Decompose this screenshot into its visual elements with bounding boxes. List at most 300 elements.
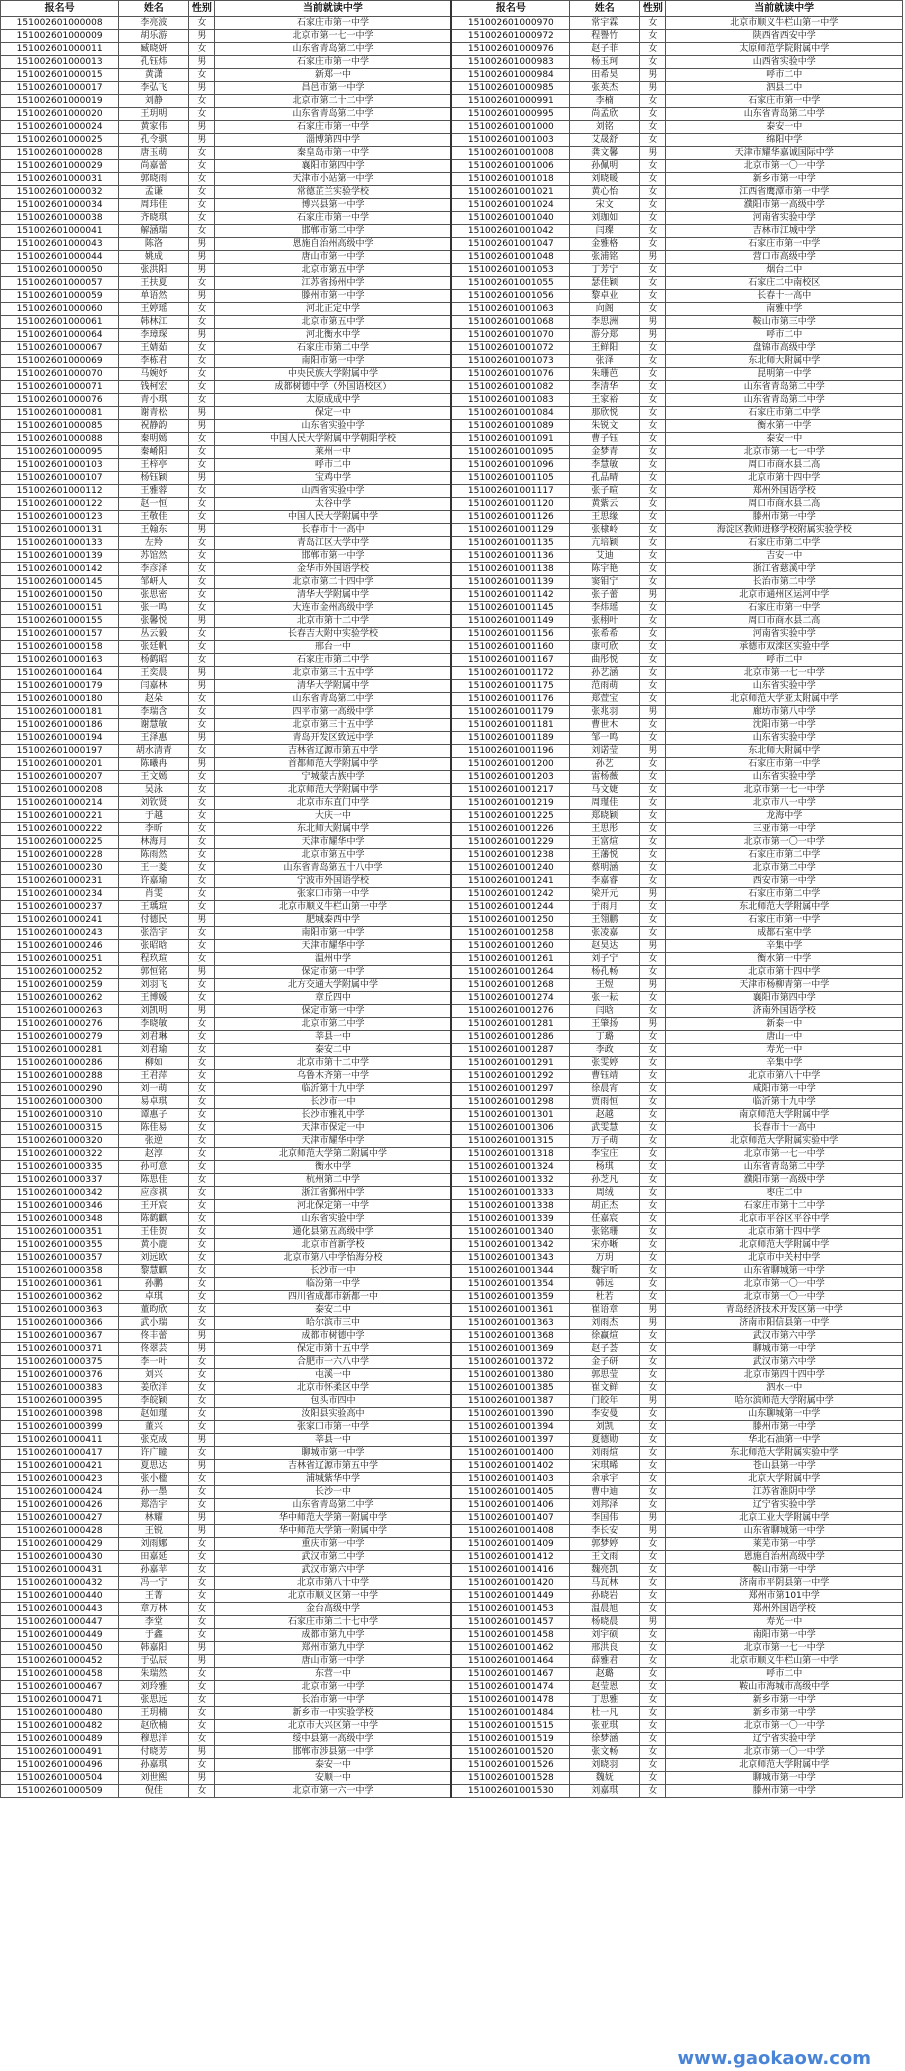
- school-cell: 昆明第一中学: [666, 368, 903, 381]
- gender-cell: 男: [189, 1642, 215, 1655]
- student-name-cell: 倪佳: [119, 1785, 189, 1798]
- reg-no-cell: 151002601001176: [451, 693, 569, 706]
- gender-cell: 女: [189, 537, 215, 550]
- gender-cell: 男: [640, 251, 666, 264]
- gender-cell: 女: [640, 1187, 666, 1200]
- reg-no-cell: 151002601000038: [1, 212, 119, 225]
- reg-no-cell: 151002601000361: [1, 1278, 119, 1291]
- table-row: [1, 576, 903, 589]
- student-name-cell: 刘玲雅: [119, 1681, 189, 1694]
- reg-no-cell: 151002601001225: [451, 810, 569, 823]
- reg-no-cell: 151002601001397: [451, 1434, 569, 1447]
- school-cell: 山东省实验中学: [666, 771, 903, 784]
- student-name-cell: 魏宇昕: [570, 1265, 640, 1278]
- student-name-cell: 宋亦晰: [570, 1239, 640, 1252]
- student-name-cell: 门皎年: [570, 1395, 640, 1408]
- reg-no-cell: 151002601000440: [1, 1590, 119, 1603]
- school-cell: 武汉市第六中学: [666, 1356, 903, 1369]
- gender-cell: 男: [189, 134, 215, 147]
- student-name-cell: 李清华: [570, 381, 640, 394]
- table-row: [1, 875, 903, 888]
- gender-cell: 女: [189, 277, 215, 290]
- school-cell: 聊城市第一中学: [215, 1447, 452, 1460]
- student-name-cell: 赵欣楠: [119, 1720, 189, 1733]
- school-cell: 武汉市第六中学: [215, 1564, 452, 1577]
- reg-no-cell: 151002601001402: [451, 1460, 569, 1473]
- student-name-cell: 徐赢煊: [570, 1330, 640, 1343]
- school-cell: 北京市第一〇一中学: [666, 1291, 903, 1304]
- gender-cell: 女: [189, 602, 215, 615]
- reg-no-cell: 151002601001519: [451, 1733, 569, 1746]
- student-name-cell: 陈洛: [119, 238, 189, 251]
- gender-cell: 女: [189, 1252, 215, 1265]
- table-row: [1, 1135, 903, 1148]
- gender-cell: 女: [640, 108, 666, 121]
- school-cell: 衡水中学: [215, 1161, 452, 1174]
- student-name-cell: 瑟佳颖: [570, 277, 640, 290]
- reg-no-cell: 151002601001412: [451, 1551, 569, 1564]
- table-row: [1, 1538, 903, 1551]
- header-gender-right: 性别: [640, 1, 666, 17]
- table-row: [1, 810, 903, 823]
- school-cell: 天津市耀华中学: [215, 940, 452, 953]
- gender-cell: 女: [640, 277, 666, 290]
- gender-cell: 女: [189, 1135, 215, 1148]
- student-name-cell: 窦钼宁: [570, 576, 640, 589]
- student-name-cell: 陈鹤麒: [119, 1213, 189, 1226]
- gender-cell: 女: [640, 862, 666, 875]
- gender-cell: 女: [640, 1629, 666, 1642]
- header-school-right: 当前就读中学: [666, 1, 903, 17]
- school-cell: 呼市二中: [215, 459, 452, 472]
- student-name-cell: 柳如: [119, 1057, 189, 1070]
- school-cell: 石家庄市第一中学: [666, 758, 903, 771]
- table-row: [1, 17, 903, 30]
- gender-cell: 女: [189, 355, 215, 368]
- student-name-cell: 丛云毅: [119, 628, 189, 641]
- student-name-cell: 刘晓羽: [570, 1759, 640, 1772]
- table-row: [1, 121, 903, 134]
- reg-no-cell: 151002601000315: [1, 1122, 119, 1135]
- gender-cell: 男: [640, 1512, 666, 1525]
- reg-no-cell: 151002601000043: [1, 238, 119, 251]
- school-cell: 邯郸市第一中学: [215, 550, 452, 563]
- student-name-cell: 韩林江: [119, 316, 189, 329]
- reg-no-cell: 151002601001268: [451, 979, 569, 992]
- school-cell: 山东省实验中学: [215, 1213, 452, 1226]
- student-name-cell: 艾迪: [570, 550, 640, 563]
- school-cell: 西安市第一中学: [666, 875, 903, 888]
- student-name-cell: 邹岍人: [119, 576, 189, 589]
- school-cell: 北京市第一七一中学: [666, 1148, 903, 1161]
- gender-cell: 女: [640, 680, 666, 693]
- student-name-cell: 李楠: [570, 95, 640, 108]
- student-name-cell: 秦崤阳: [119, 446, 189, 459]
- student-name-cell: 王开宸: [119, 1200, 189, 1213]
- reg-no-cell: 151002601001530: [451, 1785, 569, 1798]
- reg-no-cell: 151002601000342: [1, 1187, 119, 1200]
- gender-cell: 女: [640, 836, 666, 849]
- reg-no-cell: 151002601001241: [451, 875, 569, 888]
- gender-cell: 女: [640, 1538, 666, 1551]
- reg-no-cell: 151002601001338: [451, 1200, 569, 1213]
- student-name-cell: 程玖瑄: [119, 953, 189, 966]
- header-name-right: 姓名: [570, 1, 640, 17]
- school-cell: 北京市第十四中学: [666, 472, 903, 485]
- reg-no-cell: 151002601001297: [451, 1083, 569, 1096]
- school-cell: 新乡市一中实验学校: [215, 1707, 452, 1720]
- gender-cell: 女: [640, 1135, 666, 1148]
- gender-cell: 男: [640, 69, 666, 82]
- reg-no-cell: 151002601000348: [1, 1213, 119, 1226]
- student-name-cell: 赵昊达: [570, 940, 640, 953]
- reg-no-cell: 151002601001387: [451, 1395, 569, 1408]
- school-cell: 宁波市外国语学校: [215, 875, 452, 888]
- gender-cell: 女: [640, 1564, 666, 1577]
- school-cell: 北京市第一〇一中学: [666, 1746, 903, 1759]
- student-name-cell: 许嘉瑜: [119, 875, 189, 888]
- gender-cell: 女: [640, 1122, 666, 1135]
- school-cell: 唐山市第一中学: [215, 251, 452, 264]
- student-name-cell: 艾晟舒: [570, 134, 640, 147]
- gender-cell: 女: [189, 1239, 215, 1252]
- reg-no-cell: 151002601000310: [1, 1109, 119, 1122]
- student-name-cell: 张小楹: [119, 1473, 189, 1486]
- gender-cell: 女: [640, 1499, 666, 1512]
- reg-no-cell: 151002601001219: [451, 797, 569, 810]
- gender-cell: 女: [189, 1083, 215, 1096]
- reg-no-cell: 151002601000970: [451, 17, 569, 30]
- gender-cell: 女: [640, 1343, 666, 1356]
- gender-cell: 女: [640, 1148, 666, 1161]
- school-cell: 北京市顺义牛栏山第一中学: [215, 901, 452, 914]
- table-row: [1, 56, 903, 69]
- reg-no-cell: 151002601000029: [1, 160, 119, 173]
- school-cell: 襄阳市第四中学: [666, 992, 903, 1005]
- student-name-cell: 王煜: [570, 979, 640, 992]
- table-row: [1, 1291, 903, 1304]
- reg-no-cell: 151002601001082: [451, 381, 569, 394]
- table-row: [1, 30, 903, 43]
- student-name-cell: 郭晓雨: [119, 173, 189, 186]
- gender-cell: 女: [640, 394, 666, 407]
- school-cell: 石家庄市第一中学: [666, 95, 903, 108]
- gender-cell: 女: [189, 901, 215, 914]
- reg-no-cell: 151002601001175: [451, 680, 569, 693]
- school-cell: 北京市第四十四中学: [666, 1369, 903, 1382]
- reg-no-cell: 151002601001403: [451, 1473, 569, 1486]
- table-row: [1, 212, 903, 225]
- gender-cell: 女: [640, 849, 666, 862]
- reg-no-cell: 151002601001369: [451, 1343, 569, 1356]
- school-cell: 盘锦市高级中学: [666, 342, 903, 355]
- reg-no-cell: 151002601000430: [1, 1551, 119, 1564]
- student-name-cell: 谢慧敏: [119, 719, 189, 732]
- school-cell: 鞍山市第一中学: [666, 1564, 903, 1577]
- gender-cell: 女: [640, 1356, 666, 1369]
- school-cell: 北京市通州区运河中学: [666, 589, 903, 602]
- reg-no-cell: 151002601000491: [1, 1746, 119, 1759]
- school-cell: 北京市首新学校: [215, 1239, 452, 1252]
- student-name-cell: 青小琪: [119, 394, 189, 407]
- student-name-cell: 尚孟欣: [570, 108, 640, 121]
- school-cell: 北京市第二十二中学: [215, 95, 452, 108]
- student-name-cell: 李晓敏: [119, 1018, 189, 1031]
- reg-no-cell: 151002601001298: [451, 1096, 569, 1109]
- student-name-cell: 左羚: [119, 537, 189, 550]
- reg-no-cell: 151002601001264: [451, 966, 569, 979]
- reg-no-cell: 151002601001368: [451, 1330, 569, 1343]
- gender-cell: 男: [189, 966, 215, 979]
- reg-no-cell: 151002601001095: [451, 446, 569, 459]
- reg-no-cell: 151002601001053: [451, 264, 569, 277]
- reg-no-cell: 151002601000346: [1, 1200, 119, 1213]
- reg-no-cell: 151002601000983: [451, 56, 569, 69]
- school-cell: 四川省成都市新都一中: [215, 1291, 452, 1304]
- table-header-row: [1, 1, 903, 17]
- reg-no-cell: 151002601001129: [451, 524, 569, 537]
- student-name-cell: 赵璐: [570, 1668, 640, 1681]
- gender-cell: 女: [640, 732, 666, 745]
- gender-cell: 女: [640, 56, 666, 69]
- student-name-cell: 王鲜阳: [570, 342, 640, 355]
- school-cell: 石家庄市第二中学: [215, 654, 452, 667]
- reg-no-cell: 151002601000228: [1, 849, 119, 862]
- school-cell: 山东省实验中学: [666, 680, 903, 693]
- gender-cell: 女: [189, 17, 215, 30]
- student-name-cell: 卓琪: [119, 1291, 189, 1304]
- gender-cell: 女: [189, 1551, 215, 1564]
- student-name-cell: 雷杨薇: [570, 771, 640, 784]
- table-row: [1, 342, 903, 355]
- student-name-cell: 王藩悦: [570, 849, 640, 862]
- school-cell: 临汾第一中学: [215, 1278, 452, 1291]
- student-name-cell: 许广瞳: [119, 1447, 189, 1460]
- student-name-cell: 金子研: [570, 1356, 640, 1369]
- reg-no-cell: 151002601000504: [1, 1772, 119, 1785]
- gender-cell: 女: [640, 875, 666, 888]
- gender-cell: 女: [189, 654, 215, 667]
- reg-no-cell: 151002601000158: [1, 641, 119, 654]
- reg-no-cell: 151002601000424: [1, 1486, 119, 1499]
- student-name-cell: 董昀欣: [119, 1304, 189, 1317]
- reg-no-cell: 151002601001301: [451, 1109, 569, 1122]
- table-row: [1, 537, 903, 550]
- student-name-cell: 胡乐游: [119, 30, 189, 43]
- school-cell: 石家庄市第二中学: [666, 849, 903, 862]
- table-row: [1, 1304, 903, 1317]
- gender-cell: 男: [189, 1330, 215, 1343]
- gender-cell: 女: [640, 563, 666, 576]
- student-name-cell: 臧晓妍: [119, 43, 189, 56]
- student-name-cell: 朱珊芭: [570, 368, 640, 381]
- table-row: [1, 290, 903, 303]
- school-cell: 宝鸡中学: [215, 472, 452, 485]
- table-row: [1, 1278, 903, 1291]
- student-name-cell: 赵朵: [119, 693, 189, 706]
- gender-cell: 男: [189, 329, 215, 342]
- school-cell: 济南外国语学校: [666, 1005, 903, 1018]
- student-name-cell: 张思远: [119, 1694, 189, 1707]
- reg-no-cell: 151002601000237: [1, 901, 119, 914]
- table-row: [1, 914, 903, 927]
- school-cell: 山西省实验中学: [666, 56, 903, 69]
- school-cell: 濮阳市第一高级中学: [666, 199, 903, 212]
- gender-cell: 女: [189, 1187, 215, 1200]
- reg-no-cell: 151002601000024: [1, 121, 119, 134]
- table-row: [1, 1122, 903, 1135]
- student-name-cell: 夏思达: [119, 1460, 189, 1473]
- table-row: [1, 771, 903, 784]
- school-cell: 承德市双滦区实验中学: [666, 641, 903, 654]
- school-cell: 长春吉大附中实验学校: [215, 628, 452, 641]
- student-name-cell: 魏妩: [570, 1772, 640, 1785]
- gender-cell: 女: [189, 1603, 215, 1616]
- table-row: [1, 602, 903, 615]
- student-name-cell: 陈雨然: [119, 849, 189, 862]
- school-cell: 襄阳市第四中学: [215, 160, 452, 173]
- reg-no-cell: 151002601000262: [1, 992, 119, 1005]
- gender-cell: 男: [189, 251, 215, 264]
- reg-no-cell: 151002601000496: [1, 1759, 119, 1772]
- student-name-cell: 郑萱宝: [570, 693, 640, 706]
- gender-cell: 女: [189, 1408, 215, 1421]
- student-name-cell: 杜若: [570, 1291, 640, 1304]
- table-row: [1, 355, 903, 368]
- school-cell: 滕州市第一中学: [666, 1785, 903, 1798]
- school-cell: 首都师范大学附属中学: [215, 758, 452, 771]
- student-name-cell: 胡正杰: [570, 1200, 640, 1213]
- student-name-cell: 李一叶: [119, 1356, 189, 1369]
- student-name-cell: 金雅格: [570, 238, 640, 251]
- student-name-cell: 李嘉睿: [570, 875, 640, 888]
- student-name-cell: 郑晓颖: [570, 810, 640, 823]
- gender-cell: 女: [640, 758, 666, 771]
- table-row: [1, 1369, 903, 1382]
- school-cell: 北京市大兴区第一中学: [215, 1720, 452, 1733]
- reg-no-cell: 151002601000150: [1, 589, 119, 602]
- reg-no-cell: 151002601001286: [451, 1031, 569, 1044]
- school-cell: 石家庄市第一中学: [666, 602, 903, 615]
- gender-cell: 女: [189, 784, 215, 797]
- school-cell: 营口市高级中学: [666, 251, 903, 264]
- reg-no-cell: 151002601001281: [451, 1018, 569, 1031]
- school-cell: 天津市耀华中学: [215, 836, 452, 849]
- table-row: [1, 1785, 903, 1798]
- reg-no-cell: 151002601000164: [1, 667, 119, 680]
- student-name-cell: 李栋君: [119, 355, 189, 368]
- school-cell: 温州中学: [215, 953, 452, 966]
- reg-no-cell: 151002601000337: [1, 1174, 119, 1187]
- reg-no-cell: 151002601001408: [451, 1525, 569, 1538]
- school-cell: 沈阳市第一中学: [666, 719, 903, 732]
- school-cell: 山东省青岛第二中学: [215, 1499, 452, 1512]
- reg-no-cell: 151002601001332: [451, 1174, 569, 1187]
- reg-no-cell: 151002601000221: [1, 810, 119, 823]
- reg-no-cell: 151002601001363: [451, 1317, 569, 1330]
- student-name-cell: 闫晗: [570, 1005, 640, 1018]
- gender-cell: 女: [189, 1694, 215, 1707]
- student-name-cell: 张子蕾: [570, 589, 640, 602]
- table-row: [1, 134, 903, 147]
- reg-no-cell: 151002601000017: [1, 82, 119, 95]
- gender-cell: 男: [189, 290, 215, 303]
- reg-no-cell: 151002601000376: [1, 1369, 119, 1382]
- reg-no-cell: 151002601001226: [451, 823, 569, 836]
- school-cell: 呼市二中: [666, 654, 903, 667]
- student-name-cell: 杨孔畅: [570, 966, 640, 979]
- gender-cell: 女: [189, 485, 215, 498]
- school-cell: 北京市第一〇一中学: [666, 1720, 903, 1733]
- school-cell: 肥城泰西中学: [215, 914, 452, 927]
- school-cell: 长沙一中: [215, 1486, 452, 1499]
- gender-cell: 女: [640, 225, 666, 238]
- student-name-cell: 马瓦林: [570, 1577, 640, 1590]
- student-name-cell: 王婷瑶: [119, 303, 189, 316]
- gender-cell: 女: [640, 1408, 666, 1421]
- reg-no-cell: 151002601000375: [1, 1356, 119, 1369]
- school-cell: 秦皇岛市第一中学: [215, 147, 452, 160]
- school-cell: 长治市第一中学: [215, 1694, 452, 1707]
- school-cell: 长春市十一高中: [215, 524, 452, 537]
- reg-no-cell: 151002601001189: [451, 732, 569, 745]
- student-name-cell: 蔡明涵: [570, 862, 640, 875]
- gender-cell: 女: [189, 628, 215, 641]
- student-name-cell: 王婧茹: [119, 342, 189, 355]
- gender-cell: 女: [189, 745, 215, 758]
- school-cell: 莱州一中: [215, 446, 452, 459]
- student-name-cell: 黄心怡: [570, 186, 640, 199]
- school-cell: 聊城市第一中学: [666, 1343, 903, 1356]
- table-row: [1, 1421, 903, 1434]
- reg-no-cell: 151002601001083: [451, 394, 569, 407]
- gender-cell: 女: [189, 1486, 215, 1499]
- school-cell: 吉安一中: [666, 550, 903, 563]
- reg-no-cell: 151002601000034: [1, 199, 119, 212]
- school-cell: 江西省鹰潭市第一中学: [666, 186, 903, 199]
- gender-cell: 女: [189, 1122, 215, 1135]
- gender-cell: 男: [640, 1525, 666, 1538]
- gender-cell: 男: [189, 1655, 215, 1668]
- gender-cell: 女: [640, 1694, 666, 1707]
- gender-cell: 女: [640, 472, 666, 485]
- gender-cell: 女: [640, 693, 666, 706]
- student-name-cell: 丁璐: [570, 1031, 640, 1044]
- student-name-cell: 王雅蓉: [119, 485, 189, 498]
- school-cell: 东北师大附属中学: [215, 823, 452, 836]
- school-cell: 山东省青岛第五十八中学: [215, 862, 452, 875]
- school-cell: 浦城紫华中学: [215, 1473, 452, 1486]
- gender-cell: 女: [640, 459, 666, 472]
- school-cell: 天津市耀华嘉诚国际中学: [666, 147, 903, 160]
- gender-cell: 女: [640, 1226, 666, 1239]
- gender-cell: 女: [640, 1057, 666, 1070]
- school-cell: 北京市第二十四中学: [215, 576, 452, 589]
- table-row: [1, 407, 903, 420]
- reg-no-cell: 151002601001420: [451, 1577, 569, 1590]
- reg-no-cell: 151002601000112: [1, 485, 119, 498]
- reg-no-cell: 151002601000133: [1, 537, 119, 550]
- reg-no-cell: 151002601000142: [1, 563, 119, 576]
- student-name-cell: 赵莹恩: [570, 1681, 640, 1694]
- school-cell: 屯溪一中: [215, 1369, 452, 1382]
- table-row: [1, 1070, 903, 1083]
- school-cell: 郑州外国语学校: [666, 1603, 903, 1616]
- student-name-cell: 林海月: [119, 836, 189, 849]
- reg-no-cell: 151002601001040: [451, 212, 569, 225]
- table-row: [1, 160, 903, 173]
- header-name-left: 姓名: [119, 1, 189, 17]
